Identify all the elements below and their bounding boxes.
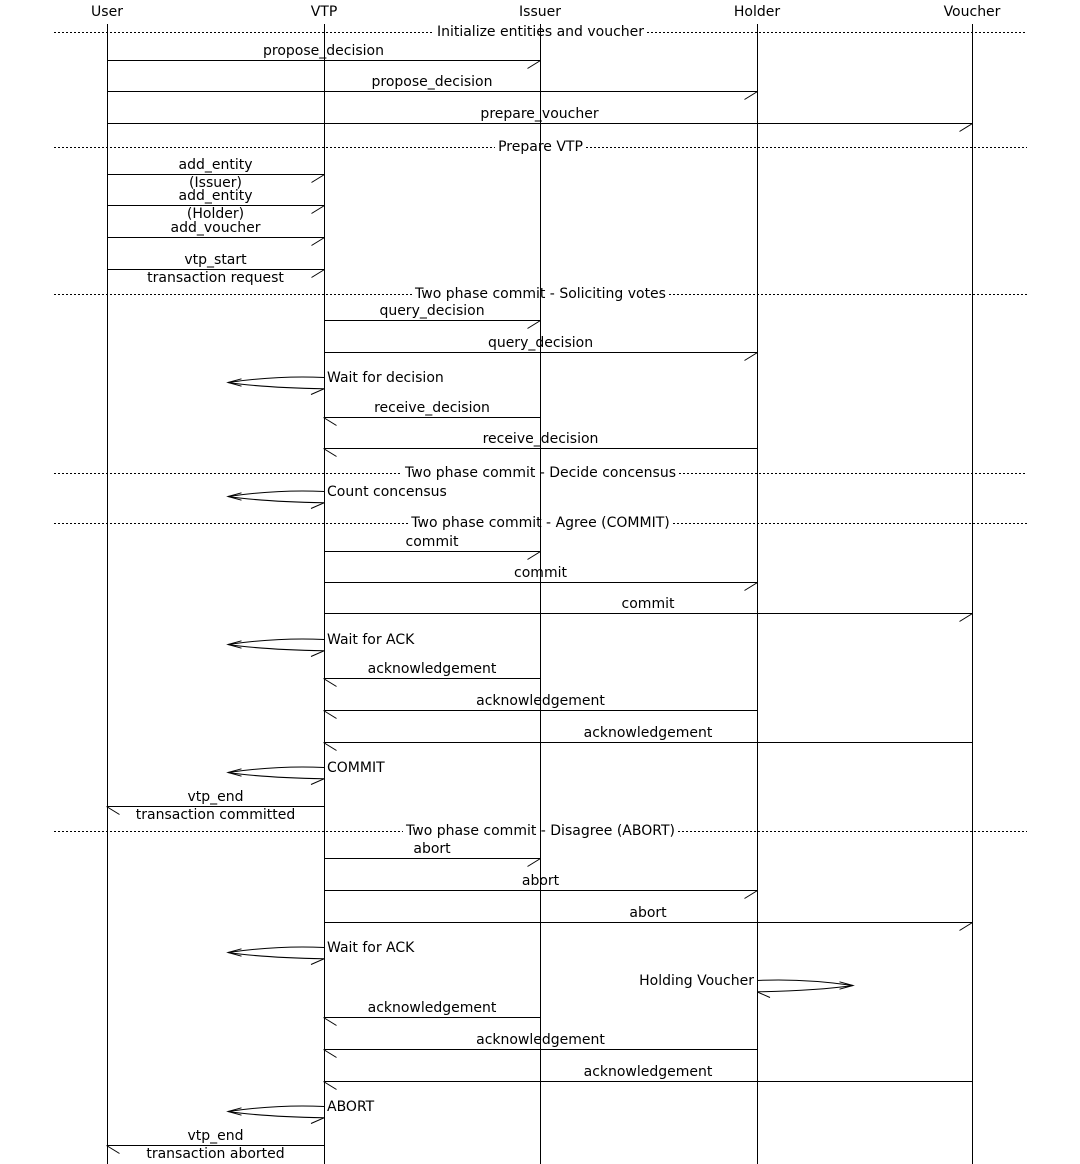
message-arrow bbox=[324, 565, 757, 583]
separator-label: Initialize entities and voucher bbox=[436, 24, 645, 40]
arrowhead-icon bbox=[744, 582, 758, 591]
separator-label: Two phase commit - Disagree (ABORT) bbox=[406, 823, 675, 839]
section-separator bbox=[54, 139, 1027, 155]
message-arrow bbox=[324, 873, 757, 891]
arrowhead-icon bbox=[323, 678, 337, 687]
self-message-label: ABORT bbox=[327, 1099, 375, 1115]
message-arrow bbox=[324, 303, 540, 321]
self-loop-icon bbox=[757, 977, 867, 999]
message-arrow bbox=[324, 431, 757, 449]
separator-line bbox=[586, 147, 1027, 148]
separator-line bbox=[678, 831, 1027, 832]
message-arrow bbox=[324, 1064, 972, 1082]
arrowhead-icon bbox=[323, 1017, 337, 1026]
message-arrow bbox=[324, 905, 972, 923]
message-label: transaction request bbox=[147, 270, 284, 286]
arrowhead-icon bbox=[106, 1145, 120, 1154]
self-message bbox=[214, 632, 415, 658]
message-label: query_decision bbox=[487, 335, 594, 351]
self-message bbox=[214, 1099, 375, 1125]
arrowhead-icon bbox=[311, 237, 325, 246]
separator-line bbox=[673, 523, 1027, 524]
arrowhead-icon bbox=[323, 742, 337, 751]
message-label: acknowledgement bbox=[367, 661, 497, 677]
message-label: abort bbox=[413, 841, 451, 857]
section-separator bbox=[54, 515, 1027, 531]
message-label: (Issuer) bbox=[189, 175, 242, 191]
section-separator bbox=[54, 823, 1027, 839]
message-label: (Holder) bbox=[186, 206, 245, 222]
arrowhead-icon bbox=[311, 205, 325, 214]
section-separator bbox=[54, 465, 1027, 481]
message-arrow bbox=[107, 74, 757, 92]
message-arrow bbox=[324, 841, 540, 859]
self-message bbox=[214, 760, 385, 786]
message-label: acknowledgement bbox=[367, 1000, 497, 1016]
separator-label: Two phase commit - Decide concensus bbox=[405, 465, 676, 481]
section-separator bbox=[54, 286, 1027, 302]
message-label: commit bbox=[514, 565, 567, 581]
lifeline-user bbox=[107, 24, 108, 1164]
message-arrow bbox=[324, 725, 972, 743]
self-loop-icon bbox=[214, 764, 324, 786]
message-arrow bbox=[107, 252, 324, 286]
message-label: abort bbox=[521, 873, 560, 889]
message-label: add_entity bbox=[178, 157, 253, 173]
participant-label-user: User bbox=[91, 4, 123, 20]
self-message bbox=[214, 484, 447, 510]
message-arrow bbox=[107, 188, 324, 222]
message-label: vtp_start bbox=[184, 252, 247, 268]
arrowhead-icon bbox=[744, 352, 758, 361]
self-message-label: COMMIT bbox=[327, 760, 385, 776]
message-label: acknowledgement bbox=[476, 1032, 605, 1048]
separator-line bbox=[54, 32, 434, 33]
message-arrow bbox=[324, 1032, 757, 1050]
message-label: add_voucher bbox=[170, 220, 261, 236]
arrowhead-icon bbox=[527, 320, 541, 329]
arrowhead-icon bbox=[959, 613, 973, 622]
separator-label: Two phase commit - Agree (COMMIT) bbox=[411, 515, 670, 531]
separator-line bbox=[679, 473, 1027, 474]
message-arrow bbox=[107, 789, 324, 823]
message-label: receive_decision bbox=[482, 431, 599, 447]
separator-line bbox=[54, 831, 403, 832]
message-arrow bbox=[324, 661, 540, 679]
self-message-label: Wait for ACK bbox=[327, 632, 415, 648]
self-message bbox=[214, 370, 444, 396]
message-label: acknowledgement bbox=[583, 1064, 713, 1080]
separator-line bbox=[54, 523, 408, 524]
separator-line bbox=[54, 294, 412, 295]
arrowhead-icon bbox=[323, 710, 337, 719]
message-label: receive_decision bbox=[374, 400, 490, 416]
self-message bbox=[639, 973, 867, 999]
message-label: propose_decision bbox=[371, 74, 493, 90]
message-label: query_decision bbox=[379, 303, 485, 319]
arrowhead-icon bbox=[323, 448, 337, 457]
participant-label-vtp: VTP bbox=[310, 4, 338, 20]
arrowhead-icon bbox=[744, 91, 758, 100]
self-message-label: Wait for decision bbox=[327, 370, 444, 386]
message-label: commit bbox=[405, 534, 459, 550]
message-label: propose_decision bbox=[263, 43, 384, 59]
separator-line bbox=[669, 294, 1027, 295]
participant-label-holder: Holder bbox=[733, 4, 781, 20]
self-loop-icon bbox=[214, 488, 324, 510]
arrowhead-icon bbox=[106, 806, 120, 815]
message-arrow bbox=[107, 157, 324, 191]
lifeline-issuer bbox=[540, 24, 541, 1164]
self-loop-icon bbox=[214, 636, 324, 658]
self-message-label: Wait for ACK bbox=[327, 940, 415, 956]
separator-line bbox=[647, 32, 1027, 33]
message-label: vtp_end bbox=[187, 1128, 244, 1144]
message-label: acknowledgement bbox=[583, 725, 713, 741]
separator-label: Prepare VTP bbox=[498, 139, 583, 155]
arrowhead-icon bbox=[323, 1081, 337, 1090]
arrowhead-icon bbox=[527, 858, 541, 867]
arrowhead-icon bbox=[323, 1049, 337, 1058]
arrowhead-icon bbox=[959, 922, 973, 931]
self-loop-icon bbox=[214, 1103, 324, 1125]
message-label: abort bbox=[629, 905, 667, 921]
separator-line bbox=[54, 473, 402, 474]
message-label: prepare_voucher bbox=[480, 106, 599, 122]
participant-label-voucher: Voucher bbox=[943, 4, 1001, 20]
arrowhead-icon bbox=[959, 123, 973, 132]
arrowhead-icon bbox=[527, 551, 541, 560]
message-arrow bbox=[107, 1128, 324, 1162]
self-message-label: Holding Voucher bbox=[639, 973, 754, 989]
message-arrow bbox=[324, 335, 757, 353]
message-label: add_entity bbox=[178, 188, 253, 204]
message-arrow bbox=[324, 1000, 540, 1018]
participant-label-issuer: Issuer bbox=[519, 4, 561, 20]
message-label: commit bbox=[621, 596, 675, 612]
arrowhead-icon bbox=[323, 417, 337, 426]
lifeline-voucher bbox=[972, 24, 973, 1164]
message-label: transaction aborted bbox=[146, 1146, 285, 1162]
self-message bbox=[214, 940, 415, 966]
separator-label: Two phase commit - Soliciting votes bbox=[415, 286, 666, 302]
message-arrow bbox=[324, 596, 972, 614]
self-loop-icon bbox=[214, 374, 324, 396]
arrowhead-icon bbox=[311, 174, 325, 183]
separator-line bbox=[54, 147, 495, 148]
message-arrow bbox=[324, 693, 757, 711]
section-separator bbox=[54, 24, 1027, 40]
arrowhead-icon bbox=[527, 60, 541, 69]
message-arrow bbox=[107, 43, 540, 61]
self-loop-icon bbox=[214, 944, 324, 966]
message-arrow bbox=[324, 534, 540, 552]
message-arrow bbox=[107, 220, 324, 238]
self-message-label: Count concensus bbox=[327, 484, 447, 500]
arrowhead-icon bbox=[744, 890, 758, 899]
message-arrow bbox=[107, 106, 972, 124]
lifeline-vtp bbox=[324, 24, 325, 1164]
message-label: transaction committed bbox=[135, 807, 296, 823]
arrowhead-icon bbox=[311, 269, 325, 278]
message-arrow bbox=[324, 400, 540, 418]
message-label: acknowledgement bbox=[476, 693, 605, 709]
message-label: vtp_end bbox=[187, 789, 244, 805]
